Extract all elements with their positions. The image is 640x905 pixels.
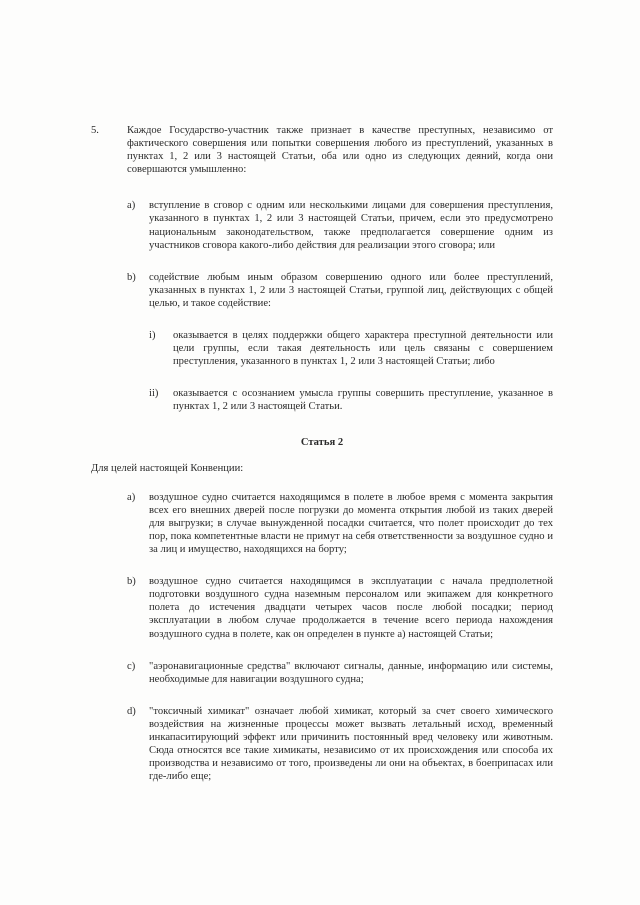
item-text: "токсичный химикат" означает любой химикат, который за счет своего химического воздействия на жизненные процессы может вызвать летальный исход, временный инкапаситирующий эффект или причинить постоянный вред человеку или животным. Сюда относятся все такие химикаты, независимо от их происхождения или способа их производства и независимо от того, произведены ли они на объектах, в боеприпасах или где-либо еще;: [149, 705, 553, 783]
item-marker: i): [149, 330, 156, 342]
list-item: [127, 199, 553, 251]
item-text: вступление в сговор с одним или несколькими лицами для совершения преступления, указанного в пунктах 1, 2 или 3 настоящей Статьи, причем, если это предусмотрено национальным законодательством, также предполагается совершение одним из участников сговора какого-либо действия для реализации этого сговора; или: [149, 200, 553, 251]
item-text: оказывается с осознанием умысла группы совершить преступление, указанное в пунктах 1, 2 или 3 настоящей Статьи.: [173, 388, 553, 413]
list-item: [127, 271, 553, 310]
article-intro: Для целей настоящей Конвенции:: [91, 462, 244, 474]
item-text: содействие любым иным образом совершению одного или более преступлений, указанных в пунктах 1, 2 или 3 настоящей Статьи, группой лиц, действующих с общей целью, и такое содействие:: [149, 271, 553, 309]
list-item: [127, 575, 553, 640]
item-marker: d): [127, 705, 136, 717]
paragraph-number: 5.: [91, 125, 99, 136]
item-marker: b): [127, 271, 136, 283]
item-text: воздушное судно считается находящимся в полете в любое время с момента закрытия всех его внешних дверей после погрузки до момента открытия любой из таких дверей для выгрузки; в случае вынужденной посадки считается, что полет происходит до тех пор, пока компетентные власти не примут на себя ответственности за воздушное судно и за лиц и имущество, находящихся на борту;: [149, 491, 553, 556]
paragraph-5: [91, 124, 553, 176]
item-marker: b): [127, 576, 136, 588]
list-item: [127, 660, 553, 686]
document-content: [91, 124, 553, 783]
list-item: [127, 491, 553, 556]
paragraph-text: Каждое Государство-участник также признает в качестве преступных, независимо от фактического совершения или попытки совершения любого из преступлений, указанных в пунктах 1, 2 или 3 настоящей Статьи, оба или одно из следующих деяний, когда они совершаются умышленно:: [127, 125, 553, 176]
item-marker: a): [127, 200, 136, 212]
item-marker: a): [127, 491, 136, 503]
sub-list-item: [149, 387, 553, 413]
article-title: Статья 2: [300, 436, 344, 448]
item-text: оказывается в целях поддержки общего характера преступной деятельности или цели группы, если такая деятельность или цель связаны с совершением преступления, указанного в пунктах 1, 2 или 3 настоящей Статьи; либо: [173, 330, 553, 368]
item-marker: ii): [149, 388, 159, 400]
item-text: воздушное судно считается находящимся в эксплуатации с начала предполетной подготовки воздушного судна наземным персоналом или экипажем для конкретного полета до истечения двадцати четырех часов после любой посадки; период эксплуатации в любом случае продолжается в течение всего периода нахождения воздушного судна в полете, как он определен в пункте а) настоящей Статьи;: [149, 576, 553, 640]
item-text: "аэронавигационные средства" включают сигналы, данные, информацию или системы, необходимые для навигации воздушного судна;: [149, 660, 553, 685]
sub-list-item: [149, 329, 553, 368]
list-item: [127, 705, 553, 784]
item-marker: c): [127, 660, 136, 672]
